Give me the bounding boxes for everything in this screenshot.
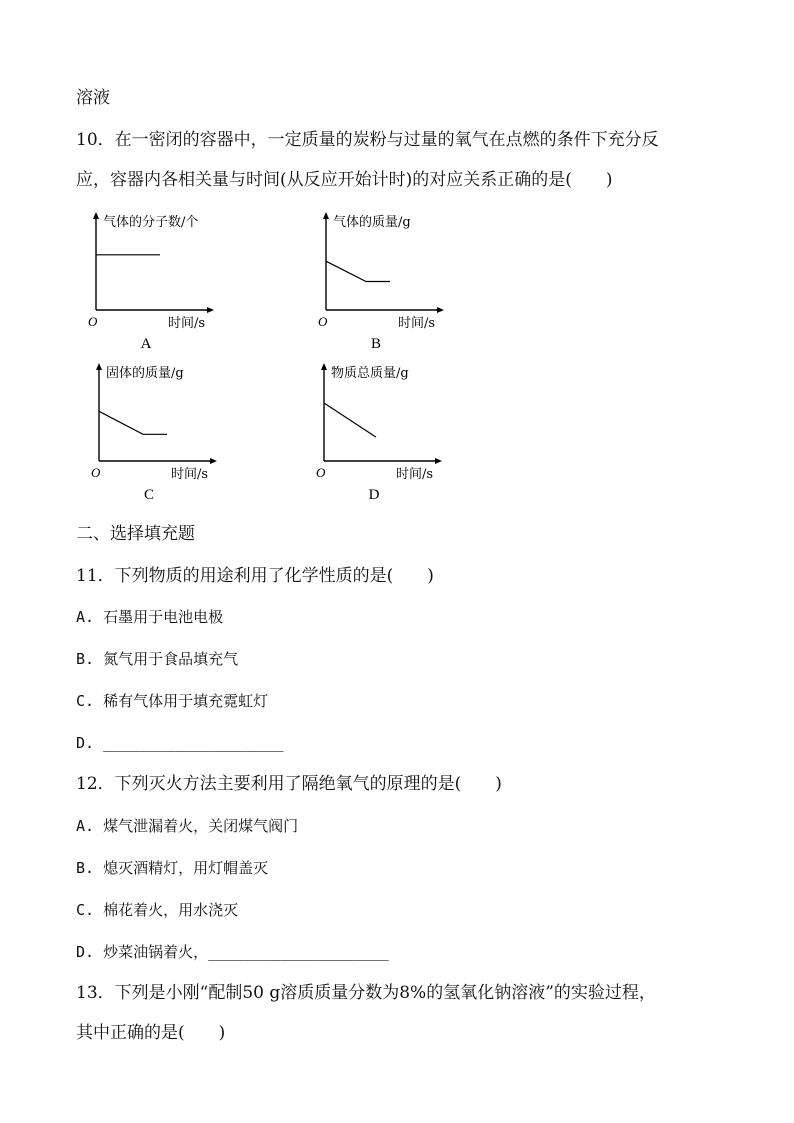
graph-c-svg — [89, 361, 229, 501]
graph-option-b — [316, 210, 456, 350]
graph-option-c — [89, 361, 229, 501]
origin-label: O — [318, 314, 328, 329]
question-11: 11．下列物质的用途利用了化学性质的是( ) — [76, 566, 434, 586]
x-axis-arrow — [437, 307, 444, 313]
data-line — [99, 411, 167, 434]
x-axis-arrow — [207, 307, 214, 313]
graph-option-d — [314, 361, 454, 501]
y-axis-arrow — [323, 212, 329, 219]
option-label: B — [370, 336, 382, 352]
x-axis-label: 时间/s — [398, 316, 436, 331]
origin-label: O — [91, 465, 101, 480]
question-13-line-2: 其中正确的是( ) — [76, 1023, 226, 1043]
origin-label: O — [316, 465, 326, 480]
question-13-line-1: 13．下列是小刚“配制50 g溶质质量分数为8%的氢氧化钠溶液”的实验过程， — [76, 983, 656, 1003]
y-axis-arrow — [321, 363, 327, 370]
question-11-option-a: A. 石墨用于电池电极 — [76, 608, 224, 626]
option-label: C — [143, 487, 155, 503]
data-line — [324, 403, 376, 437]
graph-d-svg — [314, 361, 454, 501]
question-12-option-d: D. 炒菜油锅着火，____________________ — [76, 943, 389, 961]
question-11-option-c: C. 稀有气体用于填充霓虹灯 — [76, 692, 269, 710]
option-label: A — [140, 336, 152, 352]
x-axis-arrow — [210, 458, 217, 464]
x-axis-arrow — [435, 458, 442, 464]
graph-a-svg — [86, 210, 226, 350]
question-12-option-a: A. 煤气泄漏着火，关闭煤气阀门 — [76, 817, 299, 835]
graph-option-a — [86, 210, 226, 350]
y-axis-label: 固体的质量/g — [106, 366, 184, 381]
graph-b-svg — [316, 210, 456, 350]
y-axis-arrow — [93, 212, 99, 219]
x-axis-label: 时间/s — [396, 467, 434, 482]
question-11-option-b: B. 氮气用于食品填充气 — [76, 650, 239, 668]
data-line — [326, 261, 390, 281]
y-axis-arrow — [96, 363, 102, 370]
question-10-line-2: 应，容器内各相关量与时间(从反应开始计时)的对应关系正确的是( ) — [76, 170, 613, 190]
y-axis-label: 气体的质量/g — [333, 215, 411, 230]
option-label: D — [368, 487, 380, 503]
question-10-line-1: 10．在一密闭的容器中，一定质量的炭粉与过量的氧气在点燃的条件下充分反 — [76, 130, 659, 150]
x-axis-label: 时间/s — [168, 316, 206, 331]
y-axis-label: 物质总质量/g — [331, 366, 409, 381]
question-12-option-b: B. 熄灭酒精灯，用灯帽盖灭 — [76, 859, 269, 877]
question-11-option-d: D. ____________________ — [76, 734, 284, 752]
text-line: 溶液 — [76, 88, 110, 108]
question-12-option-c: C. 棉花着火，用水浇灭 — [76, 901, 239, 919]
y-axis-label: 气体的分子数/个 — [103, 215, 199, 230]
question-12: 12．下列灭火方法主要利用了隔绝氧气的原理的是( ) — [76, 774, 502, 794]
x-axis-label: 时间/s — [171, 467, 209, 482]
section-heading: 二、选择填充题 — [76, 524, 195, 544]
origin-label: O — [88, 314, 98, 329]
